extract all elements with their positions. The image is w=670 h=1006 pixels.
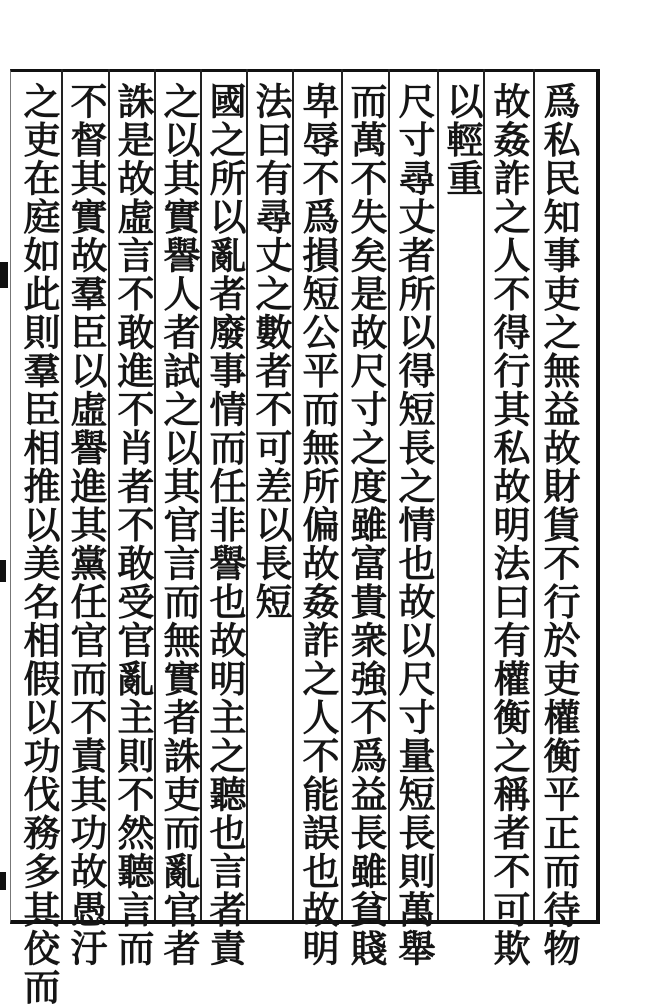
text-column-8: 國之所以亂者廢事情而任非譽也故明主之聽也言者責: [203, 82, 247, 968]
text-column-10: 誅是故虛言不敢進不肖者不敢受官亂主則不然聽言而: [111, 82, 155, 968]
text-column-7: 法曰有尋丈之數者不可差以長短: [249, 82, 293, 621]
gutter-mark: [0, 560, 6, 582]
text-column-9: 之以其實譽人者試之以其官言而無實者誅吏而亂官者: [157, 82, 201, 968]
column-rule: [533, 69, 535, 920]
text-column-5: 而萬不失矣是故尺寸之度雖富貴衆強不爲益長雖貧賤: [344, 82, 388, 968]
gutter-mark: [0, 262, 8, 288]
gutter-marks: [0, 0, 12, 988]
text-column-11: 不督其實故羣臣以虛譽進其黨任官而不責其功故愚汙: [64, 82, 108, 968]
text-column-2: 故姦詐之人不得行其私故明法曰有權衡之稱者不可欺: [487, 82, 531, 968]
text-column-1: 爲私民知事吏之無益故財貨不行於吏權衡平正而待物: [537, 82, 581, 968]
text-column-3: 以輕重: [440, 82, 484, 198]
text-column-12: 之吏在庭如此則羣臣相推以美名相假以功伐務多其佼而: [17, 82, 61, 1006]
text-column-6: 卑辱不爲損短公平而無所偏故姦詐之人不能誤也故明: [296, 82, 340, 968]
column-rule: [437, 69, 439, 920]
column-rule: [108, 69, 110, 920]
column-rule: [388, 69, 390, 920]
column-rule: [341, 69, 343, 920]
gutter-mark: [0, 872, 6, 890]
text-column-4: 尺寸尋丈者所以得短長之情也故以尺寸量短長則萬舉: [392, 82, 436, 968]
column-rule: [61, 69, 63, 920]
